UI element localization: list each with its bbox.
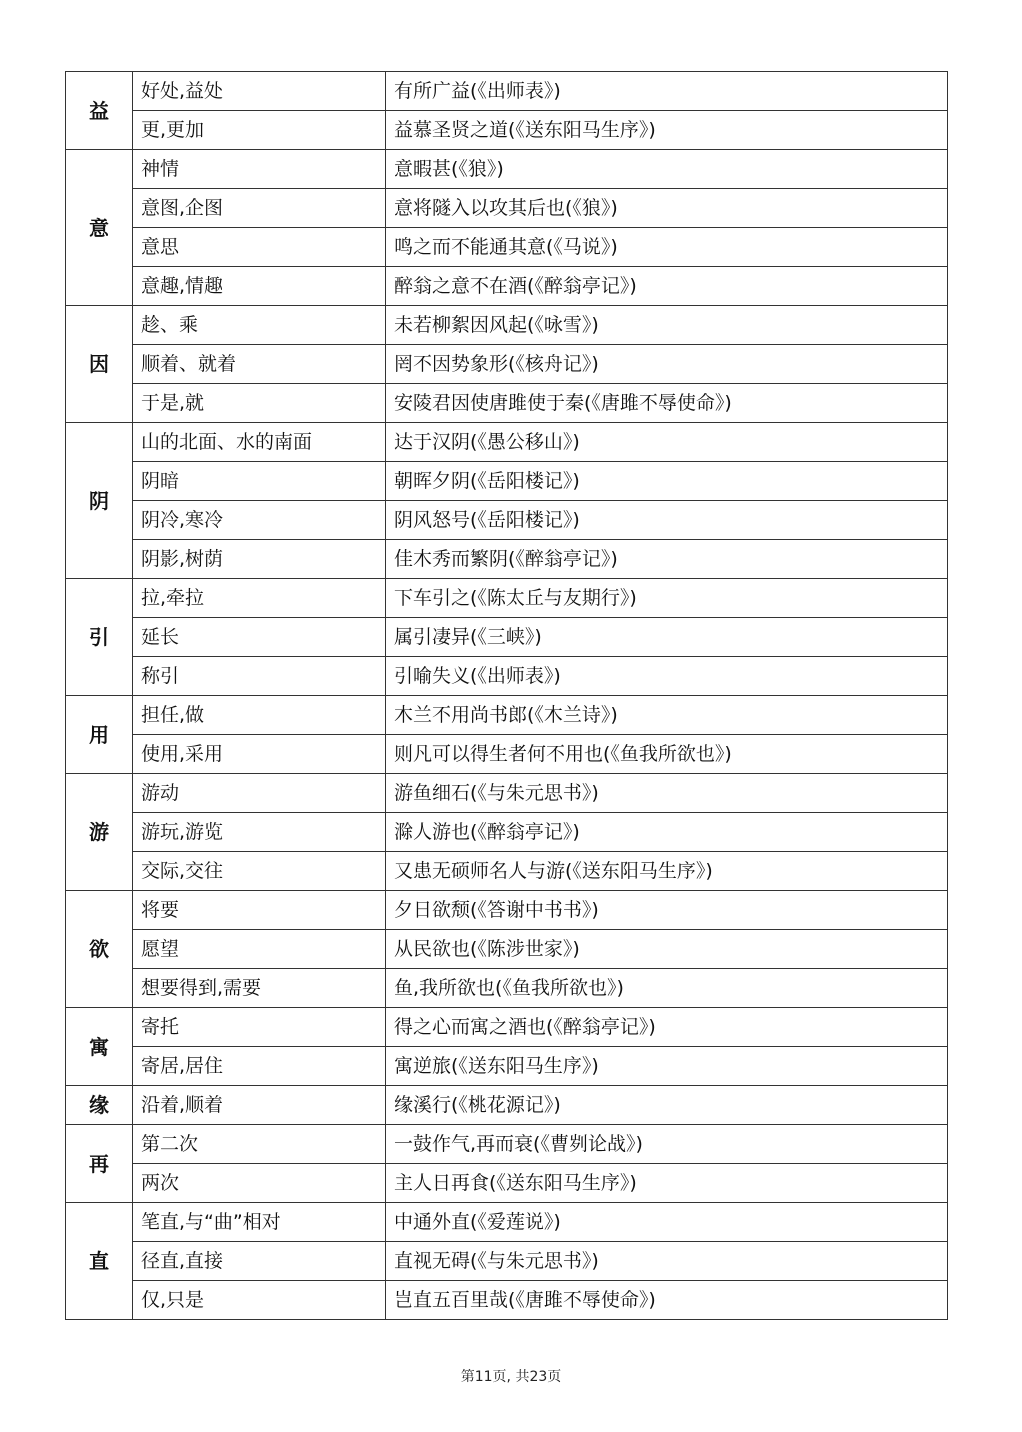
meaning-cell: 阴影,树荫	[133, 540, 386, 579]
meaning-cell: 于是,就	[133, 384, 386, 423]
meaning-cell: 愿望	[133, 930, 386, 969]
meaning-cell: 第二次	[133, 1125, 386, 1164]
example-cell: 属引凄异(《三峡》)	[386, 618, 948, 657]
meaning-cell: 笔直,与“曲”相对	[133, 1203, 386, 1242]
meaning-cell: 趁、乘	[133, 306, 386, 345]
table-row	[66, 852, 948, 891]
table-row	[66, 501, 948, 540]
page-footer: 第11页, 共23页	[460, 1369, 562, 1385]
headword-cell: 再	[66, 1125, 133, 1203]
vocabulary-table-body	[66, 72, 948, 1320]
example-cell: 则凡可以得生者何不用也(《鱼我所欲也》)	[386, 735, 948, 774]
example-cell: 罔不因势象形(《核舟记》)	[386, 345, 948, 384]
meaning-cell: 阴冷,寒冷	[133, 501, 386, 540]
meaning-cell: 更,更加	[133, 111, 386, 150]
table-row	[66, 423, 948, 462]
meaning-cell: 使用,采用	[133, 735, 386, 774]
table-row	[66, 228, 948, 267]
table-row	[66, 579, 948, 618]
table-row	[66, 1008, 948, 1047]
table-row	[66, 1047, 948, 1086]
meaning-cell: 神情	[133, 150, 386, 189]
example-cell: 鱼,我所欲也(《鱼我所欲也》)	[386, 969, 948, 1008]
meaning-cell: 好处,益处	[133, 72, 386, 111]
meaning-cell: 两次	[133, 1164, 386, 1203]
table-row	[66, 189, 948, 228]
table-row	[66, 618, 948, 657]
meaning-cell: 寄托	[133, 1008, 386, 1047]
table-row	[66, 150, 948, 189]
meaning-cell: 顺着、就着	[133, 345, 386, 384]
table-row	[66, 540, 948, 579]
headword-cell: 阴	[66, 423, 133, 579]
example-cell: 下车引之(《陈太丘与友期行》)	[386, 579, 948, 618]
meaning-cell: 寄居,居住	[133, 1047, 386, 1086]
table-row	[66, 696, 948, 735]
example-cell: 夕日欲颓(《答谢中书书》)	[386, 891, 948, 930]
example-cell: 有所广益(《出师表》)	[386, 72, 948, 111]
example-cell: 意暇甚(《狼》)	[386, 150, 948, 189]
headword-cell: 意	[66, 150, 133, 306]
table-row	[66, 1242, 948, 1281]
headword-cell: 欲	[66, 891, 133, 1008]
headword-cell: 引	[66, 579, 133, 696]
table-row	[66, 969, 948, 1008]
example-cell: 岂直五百里哉(《唐雎不辱使命》)	[386, 1281, 948, 1320]
example-cell: 意将隧入以攻其后也(《狼》)	[386, 189, 948, 228]
table-row	[66, 384, 948, 423]
table-row	[66, 1125, 948, 1164]
headword-cell: 用	[66, 696, 133, 774]
headword-cell: 寓	[66, 1008, 133, 1086]
example-cell: 中通外直(《爱莲说》)	[386, 1203, 948, 1242]
example-cell: 鸣之而不能通其意(《马说》)	[386, 228, 948, 267]
example-cell: 益慕圣贤之道(《送东阳马生序》)	[386, 111, 948, 150]
vocabulary-table	[65, 71, 948, 1320]
example-cell: 得之心而寓之酒也(《醉翁亭记》)	[386, 1008, 948, 1047]
meaning-cell: 径直,直接	[133, 1242, 386, 1281]
example-cell: 游鱼细石(《与朱元思书》)	[386, 774, 948, 813]
meaning-cell: 意思	[133, 228, 386, 267]
example-cell: 未若柳絮因风起(《咏雪》)	[386, 306, 948, 345]
table-row	[66, 1164, 948, 1203]
meaning-cell: 意趣,情趣	[133, 267, 386, 306]
table-row	[66, 306, 948, 345]
headword-cell: 益	[66, 72, 133, 150]
meaning-cell: 仅,只是	[133, 1281, 386, 1320]
table-row	[66, 111, 948, 150]
meaning-cell: 阴暗	[133, 462, 386, 501]
table-row	[66, 462, 948, 501]
table-row	[66, 891, 948, 930]
table-row	[66, 774, 948, 813]
meaning-cell: 担任,做	[133, 696, 386, 735]
table-row	[66, 930, 948, 969]
meaning-cell: 将要	[133, 891, 386, 930]
meaning-cell: 想要得到,需要	[133, 969, 386, 1008]
example-cell: 朝晖夕阴(《岳阳楼记》)	[386, 462, 948, 501]
meaning-cell: 拉,牵拉	[133, 579, 386, 618]
example-cell: 滁人游也(《醉翁亭记》)	[386, 813, 948, 852]
example-cell: 达于汉阴(《愚公移山》)	[386, 423, 948, 462]
example-cell: 直视无碍(《与朱元思书》)	[386, 1242, 948, 1281]
example-cell: 安陵君因使唐雎使于秦(《唐雎不辱使命》)	[386, 384, 948, 423]
headword-cell: 因	[66, 306, 133, 423]
example-cell: 一鼓作气,再而衰(《曹刿论战》)	[386, 1125, 948, 1164]
example-cell: 醉翁之意不在酒(《醉翁亭记》)	[386, 267, 948, 306]
meaning-cell: 延长	[133, 618, 386, 657]
meaning-cell: 沿着,顺着	[133, 1086, 386, 1125]
headword-cell: 缘	[66, 1086, 133, 1125]
meaning-cell: 游动	[133, 774, 386, 813]
example-cell: 佳木秀而繁阴(《醉翁亭记》)	[386, 540, 948, 579]
example-cell: 木兰不用尚书郎(《木兰诗》)	[386, 696, 948, 735]
headword-cell: 游	[66, 774, 133, 891]
meaning-cell: 称引	[133, 657, 386, 696]
table-row	[66, 72, 948, 111]
example-cell: 寓逆旅(《送东阳马生序》)	[386, 1047, 948, 1086]
meaning-cell: 山的北面、水的南面	[133, 423, 386, 462]
example-cell: 又患无硕师名人与游(《送东阳马生序》)	[386, 852, 948, 891]
table-row	[66, 267, 948, 306]
meaning-cell: 交际,交往	[133, 852, 386, 891]
example-cell: 缘溪行(《桃花源记》)	[386, 1086, 948, 1125]
table-row	[66, 1086, 948, 1125]
example-cell: 主人日再食(《送东阳马生序》)	[386, 1164, 948, 1203]
example-cell: 从民欲也(《陈涉世家》)	[386, 930, 948, 969]
table-row	[66, 1281, 948, 1320]
meaning-cell: 游玩,游览	[133, 813, 386, 852]
table-row	[66, 1203, 948, 1242]
meaning-cell: 意图,企图	[133, 189, 386, 228]
headword-cell: 直	[66, 1203, 133, 1320]
example-cell: 引喻失义(《出师表》)	[386, 657, 948, 696]
table-row	[66, 735, 948, 774]
table-row	[66, 657, 948, 696]
example-cell: 阴风怒号(《岳阳楼记》)	[386, 501, 948, 540]
table-row	[66, 813, 948, 852]
table-row	[66, 345, 948, 384]
